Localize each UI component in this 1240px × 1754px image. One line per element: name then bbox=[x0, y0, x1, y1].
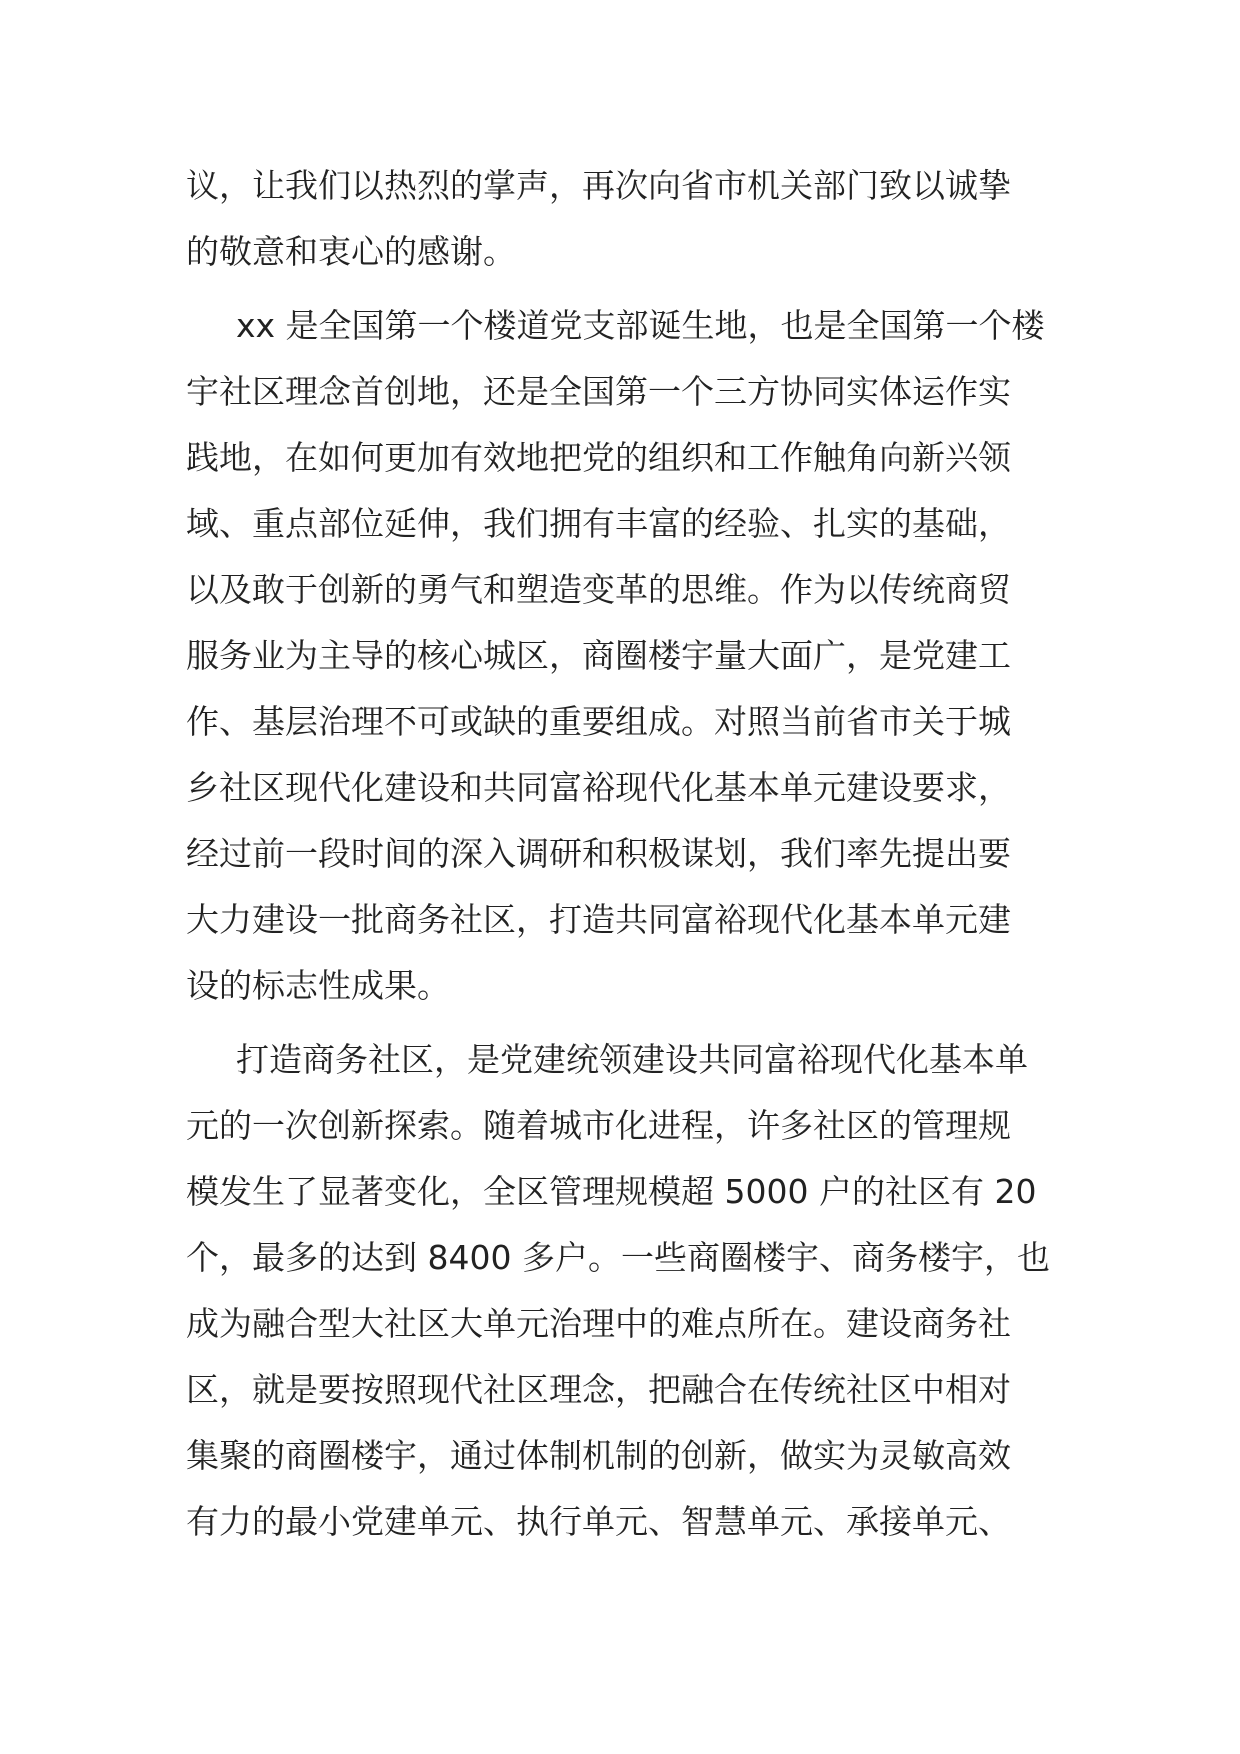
text-line: 的敬意和衷心的感谢。 bbox=[186, 232, 516, 271]
text-line: 作、基层治理不可或缺的重要组成。对照当前省市关于城 bbox=[186, 702, 1011, 741]
text-line: 集聚的商圈楼宇，通过体制机制的创新，做实为灵敏高效 bbox=[186, 1436, 1011, 1475]
text-line: 模发生了显著变化，全区管理规模超 5000 户的社区有 20 bbox=[186, 1172, 1037, 1211]
text-line: 乡社区现代化建设和共同富裕现代化基本单元建设要求， bbox=[186, 768, 1011, 807]
text-line: 打造商务社区，是党建统领建设共同富裕现代化基本单 bbox=[236, 1040, 1028, 1079]
text-line: 个，最多的达到 8400 多户。一些商圈楼宇、商务楼宇，也 bbox=[186, 1238, 1050, 1277]
text-line: 设的标志性成果。 bbox=[186, 966, 450, 1005]
text-line: 以及敢于创新的勇气和塑造变革的思维。作为以传统商贸 bbox=[186, 570, 1011, 609]
text-line: 区，就是要按照现代社区理念，把融合在传统社区中相对 bbox=[186, 1370, 1011, 1409]
text-line: 大力建设一批商务社区，打造共同富裕现代化基本单元建 bbox=[186, 900, 1011, 939]
text-line: 有力的最小党建单元、执行单元、智慧单元、承接单元、 bbox=[186, 1502, 1011, 1541]
text-line: 宇社区理念首创地，还是全国第一个三方协同实体运作实 bbox=[186, 372, 1011, 411]
text-line: 成为融合型大社区大单元治理中的难点所在。建设商务社 bbox=[186, 1304, 1011, 1343]
text-line: 服务业为主导的核心城区，商圈楼宇量大面广，是党建工 bbox=[186, 636, 1011, 675]
paragraph-2 bbox=[186, 293, 1056, 1019]
text-line: xx 是全国第一个楼道党支部诞生地，也是全国第一个楼 bbox=[236, 306, 1045, 345]
paragraph-3 bbox=[186, 1027, 1056, 1555]
text-line: 元的一次创新探索。随着城市化进程，许多社区的管理规 bbox=[186, 1106, 1011, 1145]
text-line: 经过前一段时间的深入调研和积极谋划，我们率先提出要 bbox=[186, 834, 1011, 873]
text-line: 域、重点部位延伸，我们拥有丰富的经验、扎实的基础， bbox=[186, 504, 1011, 543]
document-body bbox=[186, 153, 1056, 1563]
text-line: 践地，在如何更加有效地把党的组织和工作触角向新兴领 bbox=[186, 438, 1011, 477]
text-line: 议，让我们以热烈的掌声，再次向省市机关部门致以诚挚 bbox=[186, 166, 1011, 205]
paragraph-1 bbox=[186, 153, 1056, 285]
